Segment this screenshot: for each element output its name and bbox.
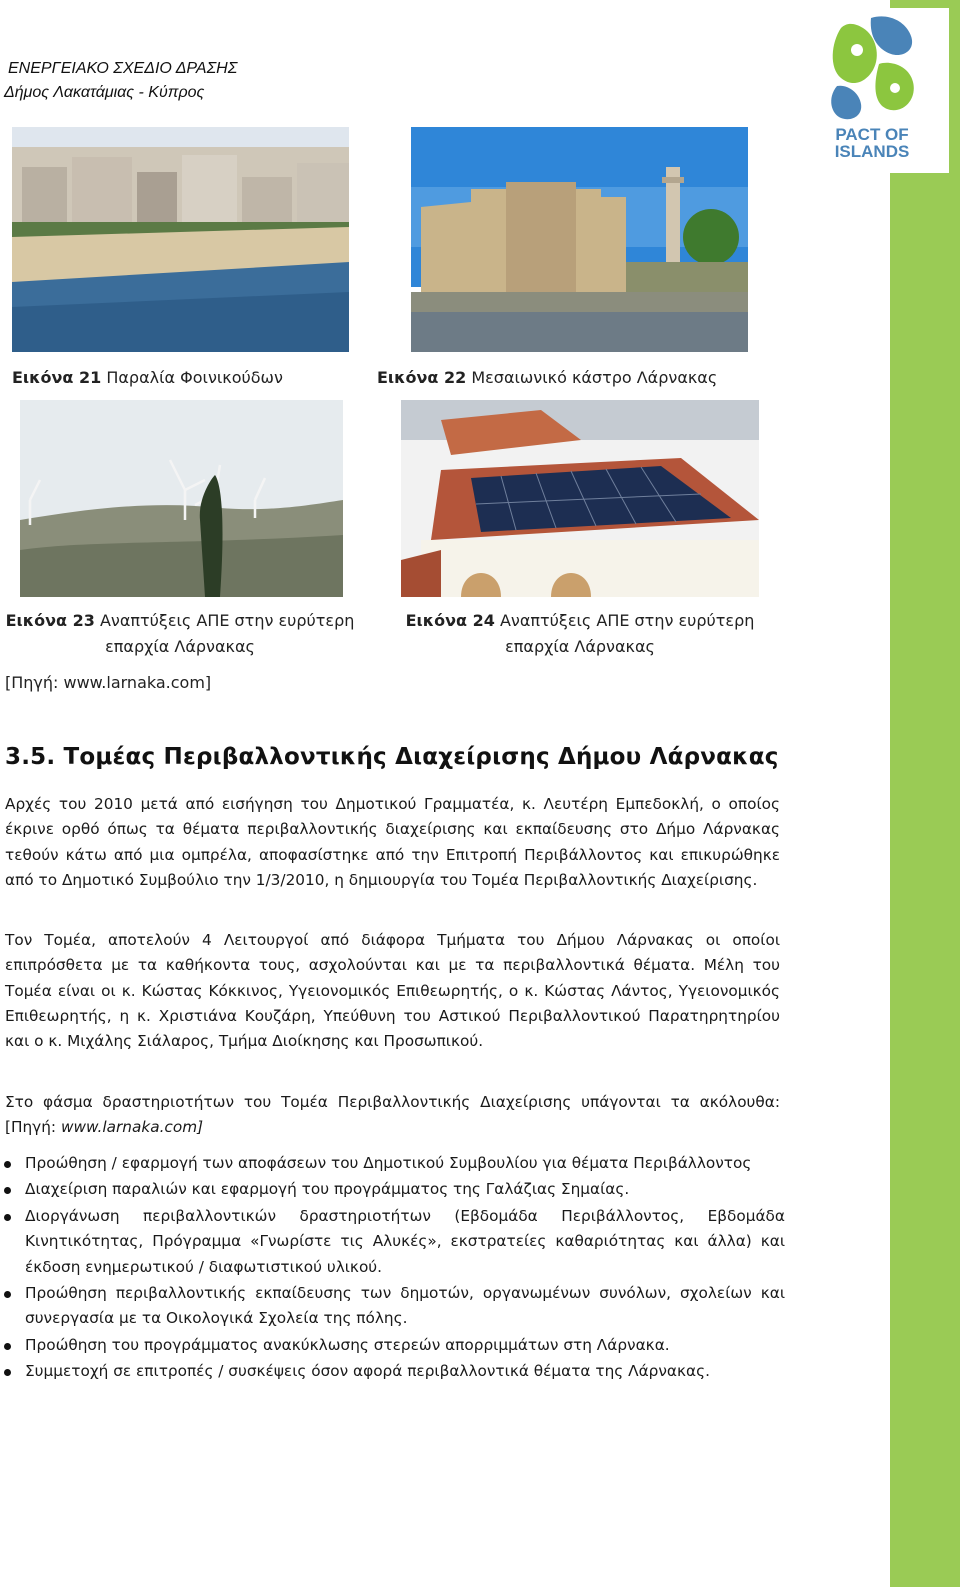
list-item — [0, 1333, 785, 1358]
list-item — [0, 1359, 785, 1384]
figure-22-caption — [377, 365, 777, 391]
figure-22-text: Μεσαιωνικό κάστρο Λάρνακας — [471, 368, 718, 387]
figure-24-text: Αναπτύξεις ΑΠΕ στην ευρύτερη — [499, 611, 755, 630]
document-header-title: ΕΝΕΡΓΕΙΑΚΟ ΣΧΕΔΙΟ ΔΡΑΣΗΣ — [8, 60, 238, 77]
figure-22-label: Εικόνα 22 — [377, 368, 467, 387]
bullet-icon — [4, 1343, 11, 1350]
list-item-text: Προώθηση / εφαρμογή των αποφάσεων του Δημοτικού Συμβουλίου για θέματα Περιβάλλοντος — [25, 1154, 752, 1172]
list-item — [0, 1151, 785, 1176]
figure-23-text: Αναπτύξεις ΑΠΕ στην ευρύτερη — [99, 611, 355, 630]
list-item-text: Προώθηση περιβαλλοντικής εκπαίδευσης των δημοτών, οργανωμένων συνόλων, σχολείων και συνεργασία με τα Οικολογικά Σχολεία της πόλης. — [25, 1284, 785, 1328]
figure-21-caption — [12, 365, 312, 391]
logo-map-icon — [821, 8, 923, 126]
solar-roof-photo — [401, 400, 759, 597]
list-item-text: Συμμετοχή σε επιτροπές / συσκέψεις όσον αφορά περιβαλλοντικά θέματα της Λάρνακας. — [25, 1362, 710, 1381]
list-item-text: Διοργάνωση περιβαλλοντικών δραστηριοτήτων (Εβδομάδα Περιβάλλοντος, Εβδομάδα Κινητικότητας, Πρόγραμμα «Γνωρίστε τις Αλυκές», εκστρατείες καθαριότητας και άλλα) και έκδοση ενημερωτικού / διαφωτιστικού υλικού. — [25, 1206, 785, 1276]
source-note: [Πηγή: www.larnaka.com] — [5, 673, 212, 692]
list-item-text: Διαχείριση παραλιών και εφαρμογή του προγράμματος της Γαλάζιας Σημαίας. — [25, 1180, 630, 1199]
figure-23-text-line2: επαρχία Λάρνακας — [105, 637, 255, 656]
figure-24-label: Εικόνα 24 — [405, 611, 495, 630]
paragraph-1: Αρχές του 2010 μετά από εισήγηση του Δημοτικού Γραμματέα, κ. Λευτέρη Εμπεδοκλή, ο οποίος έκρινε ορθό όπως τα θέματα περιβαλλοντικής διαχείρισης και εκπαίδευσης στο Δήμο Λάρνακας τεθούν κάτω από μια ομπρέλα, αποφασίστηκε από την Επιτροπή Περιβάλλοντος και επικυρώθηκε από το Δημοτικό Συμβούλιο την 1/3/2010, η δημιουργία του Τομέα Περιβαλλοντικής Διαχείρισης. — [5, 795, 780, 889]
paragraph-2: Τον Τομέα, αποτελούν 4 Λειτουργοί από διάφορα Τμήματα του Δήμου Λάρνακας οι οποίοι επιπρόσθετα με τα καθήκοντα τους, ασχολούνται και με τα περιβαλλοντικά θέματα. Μέλη του Τομέα είναι οι κ. Κώστας Κόκκινος, Υγειονομικός Επιθεωρητής, ο κ. Κώστας Λάντος, Υγειονομικός Επιθεωρητής, η κ. Χριστιάνα Κουζάρη, Υπεύθυνη του Αστικού Περιβαλλοντικού Παρατηρητηρίου και ο κ. Μιχάλης Σιάλαρος, Τμήμα Διοίκησης και Προσωπικού. — [5, 931, 780, 1051]
list-item — [0, 1177, 785, 1202]
figure-23-label: Εικόνα 23 — [5, 611, 95, 630]
castle-photo — [411, 127, 748, 352]
pact-of-islands-logo — [821, 8, 949, 173]
figure-24-text-line2: επαρχία Λάρνακας — [505, 637, 655, 656]
list-item-text: Προώθηση του προγράμματος ανακύκλωσης στερεών απορριμμάτων στη Λάρνακα. — [25, 1335, 670, 1354]
side-bar — [890, 0, 960, 1587]
document-header-subtitle: Δήμος Λακατάμιας - Κύπρος — [4, 84, 205, 101]
logo-text-line1: PACT OF — [835, 125, 909, 144]
activities-list — [0, 1151, 785, 1386]
figure-23-caption — [0, 608, 360, 660]
section-title: 3.5. Τομέας Περιβαλλοντικής Διαχείρισης Δήμου Λάρνακας — [5, 744, 779, 770]
bullet-icon — [4, 1161, 11, 1168]
beach-photo — [12, 127, 349, 352]
paragraph-3-text: Στο φάσμα δραστηριοτήτων του Τομέα Περιβαλλοντικής Διαχείρισης υπάγονται τα ακόλουθα: [Πηγή: — [5, 1093, 780, 1137]
logo-text-line2: ISLANDS — [834, 142, 910, 161]
bullet-icon — [4, 1369, 11, 1376]
bullet-icon — [4, 1187, 11, 1194]
bullet-icon — [4, 1291, 11, 1298]
list-item — [0, 1204, 785, 1280]
figure-21-label: Εικόνα 21 — [12, 368, 102, 387]
wind-turbines-photo — [20, 400, 343, 597]
bullet-icon — [4, 1214, 11, 1221]
paragraph-3 — [5, 1090, 780, 1141]
source-link[interactable]: www.larnaka.com] — [60, 1118, 204, 1137]
list-item — [0, 1281, 785, 1332]
figure-24-caption — [400, 608, 760, 660]
figure-21-text: Παραλία Φοινικούδων — [106, 368, 283, 387]
